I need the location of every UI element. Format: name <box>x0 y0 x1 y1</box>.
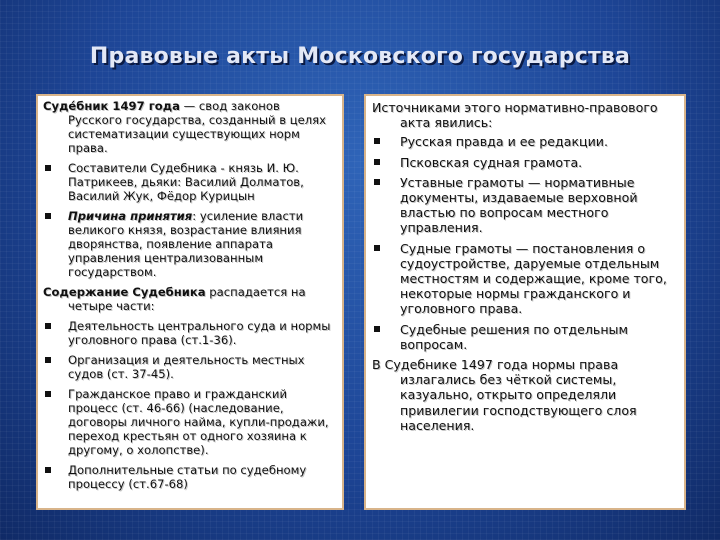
bullet-square-icon <box>45 323 51 329</box>
sudebnik-definition <box>43 99 336 155</box>
bullet-square-icon <box>45 357 51 363</box>
bullet-square-icon <box>374 179 380 185</box>
list-item <box>43 319 336 347</box>
content-term: Содержание Судебника <box>43 285 206 299</box>
list-item <box>43 387 336 457</box>
list-item <box>372 322 678 352</box>
list-item-text: Уставные грамоты — нормативные документы, издаваемые верховной властью по вопросам местного управления. <box>400 174 638 236</box>
closing-paragraph: В Судебнике 1497 года нормы права излагались без чёткой системы, казуально, открыто определяли привилегии господствующего слоя населения. <box>372 357 637 433</box>
list-item <box>43 209 336 279</box>
list-item-text: Дополнительные статьи по судебному процессу (ст.67-68) <box>68 463 307 491</box>
list-item <box>43 463 336 491</box>
bullet-square-icon <box>45 165 51 171</box>
sources-intro: Источниками этого нормативно-правового акта явились: <box>372 100 658 131</box>
list-item-text: Гражданское право и гражданский процесс (ст. 46-66) (наследование, договоры личного найма, купли-продажи, переход крестьян от одного хозяина к другому, о холопстве). <box>68 387 329 457</box>
bullet-square-icon <box>374 326 380 332</box>
bullet-square-icon <box>374 245 380 251</box>
list-item-text: Составители Судебника - князь И. Ю. Патрикеев, дьяки: Василий Долматов, Василий Жук, Фёдор Курицын <box>68 161 304 203</box>
list-item <box>372 241 678 317</box>
list-item-text: Судебные решения по отдельным вопросам. <box>400 321 628 352</box>
sudebnik-term: Суде́бник 1497 года <box>43 99 180 113</box>
list-item <box>372 134 678 149</box>
list-item-text: Организация и деятельность местных судов (ст. 37-45). <box>68 353 305 381</box>
bullet-square-icon <box>45 391 51 397</box>
bullet-square-icon <box>374 138 380 144</box>
list-item <box>43 353 336 381</box>
bullet-square-icon <box>374 159 380 165</box>
slide-title: Правовые акты Московского государства <box>89 44 631 69</box>
list-item-text: Псковская судная грамота. <box>400 154 583 170</box>
content-heading-text: распадается на четыре части: <box>68 285 306 313</box>
right-text-panel <box>364 94 686 510</box>
list-item <box>372 175 678 236</box>
content-heading <box>43 285 336 313</box>
list-item-bold-label: Причина принятия <box>68 209 193 223</box>
list-item <box>372 155 678 170</box>
list-item-text: Судные грамоты — постановления о судоустройстве, даруемые отдельным местностям и содержащие, кроме того, некоторые нормы гражданского и уголовного права. <box>400 240 667 317</box>
list-item-text: : усиление власти великого князя, возрастание влияния дворянства, появление аппарата управления централизованным государством. <box>68 209 304 279</box>
left-text-panel <box>36 94 344 510</box>
bullet-square-icon <box>45 213 51 219</box>
list-item-text: Деятельность центрального суда и нормы уголовного права (ст.1-36). <box>68 319 331 347</box>
bullet-square-icon <box>45 467 51 473</box>
list-item-text: Русская правда и ее редакции. <box>400 134 608 150</box>
sudebnik-definition-text: — свод законов Русского государства, созданный в целях систематизации существующих норм права. <box>68 99 326 155</box>
list-item <box>43 161 336 203</box>
